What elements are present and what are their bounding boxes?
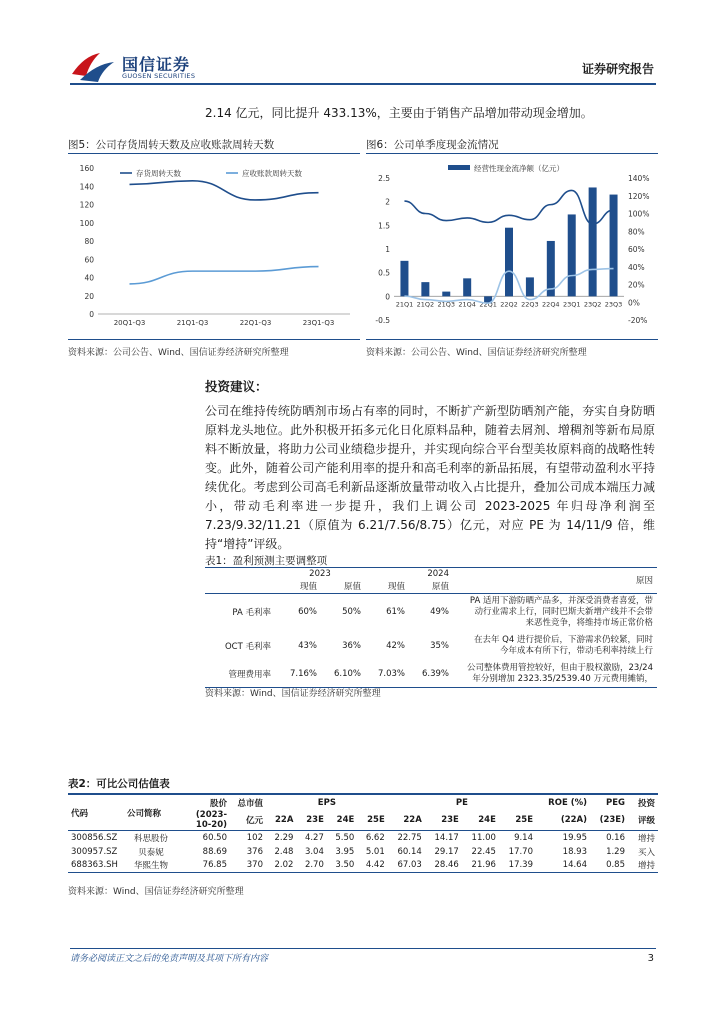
fig5-x-tick: 20Q1-Q3 <box>113 319 146 327</box>
table1-reason-line: 年分别增加 2323.35/2539.40 万元费用摊销， <box>472 673 653 684</box>
fig6-bar <box>568 214 576 296</box>
fig6-y-right-tick: 100% <box>628 209 650 219</box>
table2-title: 表2：可比公司估值表 <box>68 778 170 790</box>
fig6-y-left-tick: 2 <box>385 197 390 207</box>
table2-cell: 0.85 <box>606 860 625 871</box>
table1-reason-line: 在去年 Q4 进行提价后，下游需求仍较紧，同时 <box>473 635 653 645</box>
table1-reason-line: 公司整体费用管控较好，但由于股权激励，23/24 <box>467 662 653 673</box>
table2-cell: 增持 <box>637 833 655 844</box>
fig6-y-right-tick: 60% <box>628 245 645 254</box>
fig6-y-left-tick: 0.5 <box>378 268 390 278</box>
fig6-y-right-tick: 20% <box>628 280 645 290</box>
table1-reason-line: PA 适用下游防晒产品多，并深受消费者喜爱，带 <box>469 595 653 606</box>
table2-cell: 18.93 <box>562 846 587 857</box>
table2-cell: 76.85 <box>202 860 227 871</box>
fig6-bar <box>589 187 597 296</box>
fig6-x-tick: 22Q4 <box>542 300 560 309</box>
table2-col-mcap: 总市值 <box>237 799 263 809</box>
fig6-x-tick: 21Q3 <box>437 300 456 309</box>
table1-reason-line: 动行业需求上行，同时巴斯夫新增产线并不会带 <box>474 606 653 617</box>
table2-cell: 22.45 <box>471 846 496 857</box>
fig6-x-tick: 23Q1 <box>562 300 581 309</box>
fig6-y-right-tick: 40% <box>628 262 645 272</box>
fig5-y-tick: 60 <box>84 255 94 265</box>
fig6-y-left-tick: -0.5 <box>375 316 390 325</box>
table2-col-eps: EPS <box>317 798 336 808</box>
fig5-x-tick: 22Q1-Q3 <box>239 319 272 327</box>
page-number: 3 <box>647 953 654 964</box>
fig6-bar <box>442 292 450 297</box>
fig6-source: 资料来源：公司公告、Wind、国信证券经济研究所整理 <box>366 348 587 358</box>
table2-cell: 增持 <box>637 861 655 872</box>
table1 <box>205 568 657 688</box>
fig6-y-right-tick: 0% <box>628 298 640 308</box>
fig5-title: 图5：公司存货周转天数及应收账款周转天数 <box>68 139 275 151</box>
guosen-logo <box>70 50 210 84</box>
table2-year: 23E <box>441 815 459 825</box>
table2-cell: 4.27 <box>304 832 324 843</box>
table2-cell: 2.70 <box>304 860 324 871</box>
table1-year-2023: 2023 <box>309 569 331 579</box>
table2-year: 22A <box>275 815 294 825</box>
table2-cell: 376 <box>246 846 263 857</box>
fig6-legend-swatch <box>448 165 470 170</box>
fig6-chart <box>366 156 658 334</box>
table2-cell: 1.29 <box>606 846 625 857</box>
table2-cell: 9.14 <box>514 832 533 843</box>
table-row <box>205 631 657 661</box>
table1-cell: 49% <box>430 607 449 618</box>
table2-col-code: 代码 <box>71 809 89 819</box>
table2-rating-sub: 评级 <box>637 816 655 826</box>
table2-cell: 370 <box>246 860 263 871</box>
fig6-bar <box>463 278 471 296</box>
table2-cell: 11.00 <box>471 832 496 843</box>
table2-cell: 19.95 <box>562 832 587 843</box>
table1-reason-line: 今年成本有所下行，带动毛利率持续上行 <box>499 646 653 656</box>
table1-cell: 50% <box>342 607 361 618</box>
table1-year-row <box>205 568 657 580</box>
table2-cell: 88.69 <box>202 846 227 857</box>
table2-cell: 贝泰妮 <box>138 847 164 858</box>
fig6-x-tick: 23Q2 <box>583 300 602 309</box>
fig5-source: 资料来源：公司公告、Wind、国信证券经济研究所整理 <box>68 348 289 358</box>
table1-item: PA 毛利率 <box>232 608 271 619</box>
fig5-y-tick: 80 <box>84 237 94 246</box>
table2-cell: 2.02 <box>274 860 294 871</box>
table1-title: 表1：盈利预测主要调整项 <box>205 555 328 567</box>
table2-cell: 3.50 <box>335 860 355 871</box>
fig5-x-tick: 23Q1-Q3 <box>302 319 335 327</box>
table2-cell: 4.42 <box>365 860 385 871</box>
fig6-y-left-tick: 2.5 <box>378 174 390 183</box>
table2-cell: 6.62 <box>365 832 385 843</box>
table1-reason-header: 原因 <box>635 576 653 587</box>
fig6-x-tick: 22Q1 <box>479 300 497 309</box>
table2-col-price: 股价 <box>209 799 227 809</box>
fig5-legend-label: 应收账款周转天数 <box>242 169 302 178</box>
table1-cell: 6.10% <box>333 668 361 679</box>
table2-year: 25E <box>515 815 533 825</box>
table2-year: 25E <box>367 815 385 825</box>
fig6-x-tick: 21Q1 <box>395 300 414 309</box>
table2-year: 23E <box>306 815 324 825</box>
table2-cell: 3.04 <box>304 846 324 857</box>
table2-year: 24E <box>336 815 355 825</box>
logo-company-cn: 国信证券 <box>122 55 191 74</box>
table2 <box>68 796 658 873</box>
table2-cell: 17.39 <box>508 860 533 871</box>
fig6-x-tick: 21Q2 <box>416 300 435 309</box>
fig6-series-line <box>404 190 613 224</box>
table2-roe-sub: (22A) <box>560 815 587 825</box>
table2-cell: 14.64 <box>562 860 587 871</box>
page-header <box>0 0 724 90</box>
fig5-chart <box>68 156 360 334</box>
fig6-legend-label: 经营性现金流净额（亿元） <box>474 164 564 173</box>
table2-cell: 67.03 <box>397 860 422 871</box>
intro-line: 2.14 亿元，同比提升 433.13%，主要由于销售产品增加带动现金增加。 <box>205 106 593 120</box>
table2-cell: 21.96 <box>471 860 496 871</box>
fig6-y-right-tick: 140% <box>628 174 650 183</box>
table1-cell: 7.03% <box>377 668 405 679</box>
table1-item: 管理费用率 <box>228 669 271 680</box>
fig5-title-rule <box>68 153 360 154</box>
footer-divider <box>70 948 656 949</box>
fig6-bar <box>526 277 534 296</box>
table2-header-row1 <box>68 796 658 810</box>
table2-cell: 60.50 <box>202 832 227 843</box>
table2-top-rule <box>68 793 658 795</box>
table2-cell: 22.75 <box>397 832 422 843</box>
table2-year: 22A <box>403 815 422 825</box>
fig6-y-right-tick: 120% <box>628 191 650 201</box>
fig5-y-tick: 100 <box>79 218 94 228</box>
table2-mcap-unit: 亿元 <box>245 816 263 826</box>
table-row <box>68 831 658 845</box>
fig6-y-left-tick: 0 <box>385 292 390 302</box>
logo-company-en: GUOSEN SECURITIES <box>122 72 196 80</box>
fig6-title: 图6：公司单季度现金流情况 <box>366 139 499 151</box>
table2-cell: 买入 <box>637 847 655 858</box>
fig6-x-tick: 22Q3 <box>521 300 539 309</box>
fig6-x-tick: 21Q4 <box>458 300 476 309</box>
fig5-y-tick: 40 <box>84 273 94 283</box>
report-type: 证券研究报告 <box>581 62 654 76</box>
table1-cell: 6.39% <box>421 668 449 679</box>
fig6-y-right-tick: -20% <box>628 316 648 325</box>
table1-cell: 7.16% <box>289 668 317 679</box>
table2-cell: 华熙生物 <box>133 861 168 872</box>
table1-reason <box>453 631 657 661</box>
advice-title: 投资建议： <box>205 379 268 394</box>
table1-year-2024: 2024 <box>427 569 449 579</box>
footer-disclaimer: 请务必阅读正文之后的免责声明及其项下所有内容 <box>70 954 269 964</box>
table2-cell: 2.48 <box>274 846 294 857</box>
guosen-logo-mark-icon <box>70 50 116 84</box>
table2-source: 资料来源：Wind、国信证券经济研究所整理 <box>68 887 244 897</box>
table2-cell: 14.17 <box>434 832 459 843</box>
table1-cell: 61% <box>386 607 405 618</box>
table2-cell: 17.70 <box>508 846 533 857</box>
table2-cell: 688363.SH <box>71 860 118 871</box>
table2-cell: 3.95 <box>335 846 355 857</box>
fig5-legend-label: 存货周转天数 <box>136 169 181 178</box>
table2-cell: 60.14 <box>397 846 422 857</box>
fig5-y-tick: 140 <box>79 182 94 192</box>
table1-col-original: 原值 <box>343 582 361 593</box>
table-row <box>68 845 658 859</box>
fig5-y-tick: 160 <box>79 164 94 173</box>
table2-cell: 5.50 <box>335 832 355 843</box>
table1-reason <box>453 661 657 687</box>
table1-col-current: 现值 <box>299 582 317 593</box>
table1-cell: 36% <box>342 641 361 651</box>
fig6-y-right-tick: 80% <box>628 227 645 237</box>
fig6-source-rule <box>366 339 658 340</box>
table2-col-peg: PEG <box>605 798 625 808</box>
fig5-source-rule <box>68 339 360 340</box>
table-row <box>205 661 657 687</box>
fig6-bar <box>505 228 513 297</box>
table2-col-name: 公司简称 <box>127 809 162 819</box>
table1-col-current: 现值 <box>387 582 405 593</box>
table2-cell: 2.29 <box>274 832 294 843</box>
table1-cell: 42% <box>386 641 405 651</box>
table1-cell: 35% <box>430 641 449 651</box>
fig6-x-tick: 22Q2 <box>500 300 518 309</box>
fig5-x-tick: 21Q1-Q3 <box>176 319 209 327</box>
table1-item: OCT 毛利率 <box>224 642 271 652</box>
table2-cell: 科思股份 <box>133 833 168 844</box>
table2-cell: 0.16 <box>606 832 625 843</box>
fig5-y-tick: 0 <box>89 310 94 319</box>
table2-cell: 29.17 <box>434 846 459 857</box>
fig5-series-line <box>130 181 319 200</box>
advice-paragraph: 公司在维持传统防晒剂市场占有率的同时，不断扩产新型防晒剂产能，夯实自身防晒原料龙头地位。此外积极开拓多元化日化原料品种，随着去屑剂、增稠剂等新布局原料不断放量，将助力公司业绩稳步提升，并实现向综合平台型美妆原料商的战略性转变。此外，随着公司产能利用率的提升和高毛利率的新品拓展，有望带动盈利水平持续优化。考虑到公司高毛利新品逐渐放量带动收入占比提升，叠加公司成本端压力减小，带动毛利率进一步提升，我们上调公司 2023-2025 年归母净利润至 7.23/9.32/11.21（原值为 6.21/7.56/8.75）亿元，对应 PE 为 14/11/9 倍，维持“增持”评级。 <box>205 404 655 551</box>
fig6-title-rule <box>366 153 658 154</box>
table2-cell: 102 <box>246 832 263 843</box>
table2-cell: 5.01 <box>365 846 385 857</box>
table1-source: 资料来源：Wind、国信证券经济研究所整理 <box>205 689 381 699</box>
fig6-x-tick: 23Q3 <box>604 300 623 309</box>
table2-cell: 300856.SZ <box>71 832 118 843</box>
table2-year: 24E <box>478 815 496 825</box>
table1-reason-line: 来恶性竞争，将维持市场正常价格 <box>525 617 653 628</box>
table2-col-roe: ROE (%) <box>548 798 587 808</box>
fig5-series-line <box>130 267 319 284</box>
fig6-y-left-tick: 1.5 <box>378 221 390 231</box>
table1-cell: 60% <box>298 607 317 618</box>
table2-col-rating: 投资 <box>637 799 655 809</box>
table-row <box>68 859 658 873</box>
table1-reason <box>453 593 657 631</box>
table1-col-original: 原值 <box>431 582 449 593</box>
table2-peg-sub: (23E) <box>599 815 625 825</box>
fig6-bar <box>421 282 429 296</box>
table2-price-date: (2023-10-20) <box>195 810 227 830</box>
table2-cell: 300957.SZ <box>71 846 118 857</box>
fig6-y-left-tick: 1 <box>385 245 390 254</box>
fig5-y-tick: 120 <box>79 200 94 210</box>
fig6-bar <box>400 261 408 297</box>
table2-col-pe: PE <box>455 798 468 808</box>
header-divider <box>70 83 656 85</box>
table1-cell: 43% <box>298 641 317 651</box>
fig5-y-tick: 20 <box>84 291 94 301</box>
advice-body <box>205 402 655 554</box>
table-row <box>205 593 657 631</box>
table2-cell: 28.46 <box>434 860 459 871</box>
